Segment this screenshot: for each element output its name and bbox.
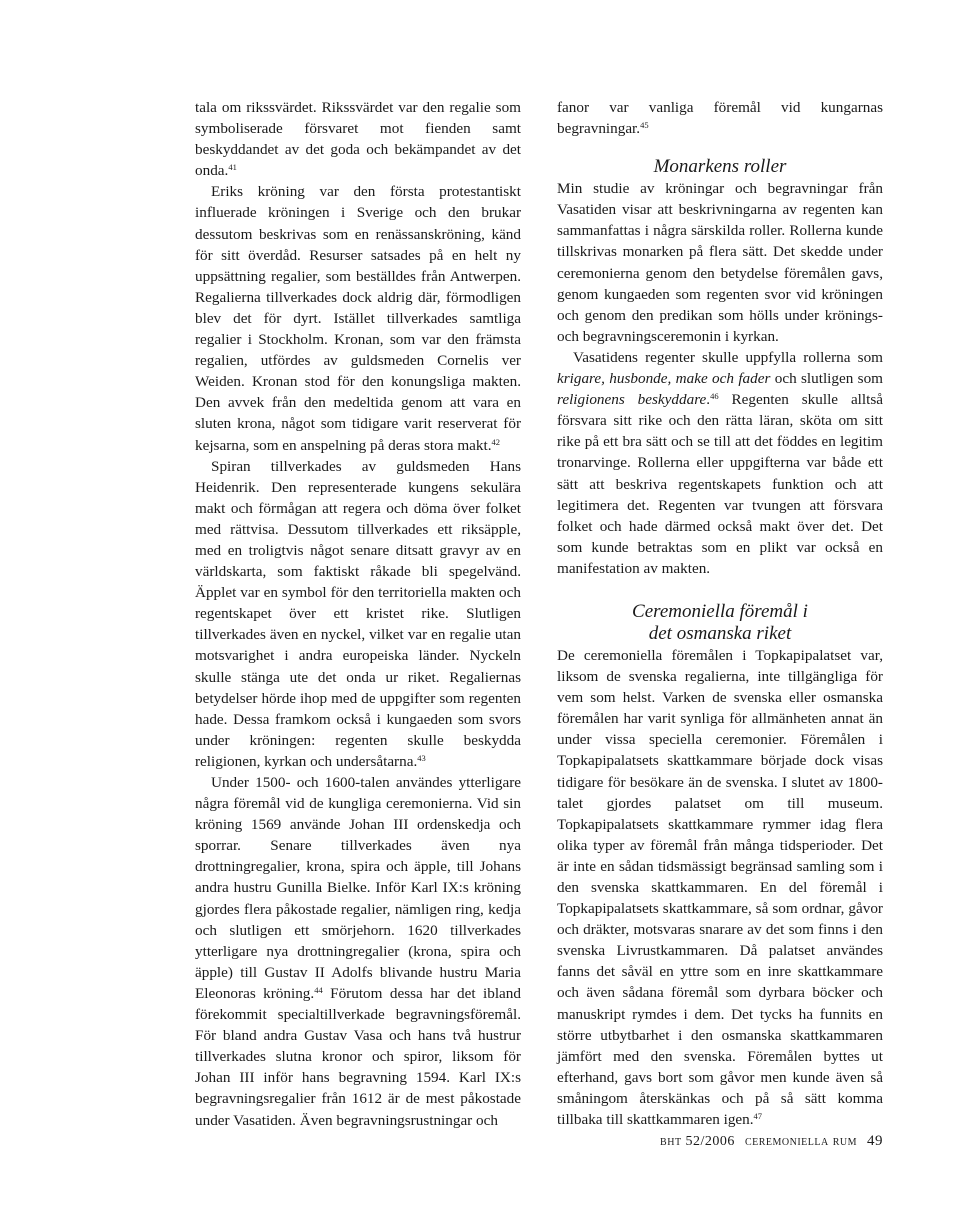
footnote-marker: 43 [417, 752, 426, 763]
paragraph-text: Vasatidens regenter skulle uppfylla rollerna som [573, 348, 883, 366]
footnote-marker: 41 [228, 162, 237, 173]
footnote-marker: 45 [640, 120, 649, 131]
paragraph-text: De ceremoniella föremålen i Topkapipalatset var, liksom de svenska regalierna, inte tillgängliga för vem som helst. Varken de svenska eller osmanska föremålen har varit synliga för allmänheten annat än under vissa speciella ceremonier. Föremålen i Topkapipalatsets skattkammare började dock visas tidigare för besökare än de svenska. I slutet av 1800-talet gjordes palatset om till museum. Topkapipalatsets skattkammare rymmer idag flera olika typer av föremål från många tidsperioder. Det är inte en sådan tidsmässigt begränsad samling som i den svenska skattkammaren. En del föremål i Topkapipalatsets skattkammare, så som ordnar, gåvor och dräkter, motsvaras snarare av det som finns i den svenska Livrustkammaren. Då palatset användes fanns det såväl en yttre som en inre skattkammare och även sådana föremål som dyrbara böcker och manuskript rymdes i dem. Det tycks ha funnits en större utbytbarhet i den osmanska skattkammaren jämfört med den svenska. Föremålen byttes ut efterhand, gavs bort som gåvor men kunde även så småningom återskänkas och på så sätt komma tillbaka till skattkammaren igen. [557, 646, 883, 1129]
footnote-marker: 44 [314, 984, 323, 995]
page-number: 49 [867, 1133, 883, 1149]
paragraph-text: tala om rikssvärdet. Rikssvärdet var den regalie som symboliserade försvaret mot fienden samt beskyddandet av det goda och bekämpandet av det onda. [195, 99, 521, 180]
right-column [557, 97, 883, 1130]
section-heading: Monarkens roller [653, 156, 787, 178]
paragraph-text: Förutom dessa har det ibland förekommit specialtillverkade begravningsföremål. För bland andra Gustav Vasa och hans två hustrur tillverkades slutna kronor och spiror, liksom för Johan III inför hans begravning 1594. Karl IX:s begravningsregalier från 1612 är de mest påkostade under Vasatiden. Även begravningsrustningar och [195, 984, 521, 1129]
footnote-marker: 42 [491, 436, 500, 447]
paragraph-text: och slutligen som [770, 370, 883, 388]
paragraph [557, 178, 883, 347]
paragraph-text: . [706, 391, 711, 409]
paragraph-text: Regenten skulle alltså försvara sitt rike och den rätta läran, sköta om sitt rike på ett bra sätt och se till att det föddes en legitim tronarvinge. Rollerna eller uppgifterna var både ett sätt att beskriva regentskapets funktion och att legitimera det. Regenten var tvungen att försvara folket och hade därmed också makt över det. Det som kunde betraktas som en plikt var också en manifestation av makten. [557, 391, 883, 577]
paragraph-text: fanor var vanliga föremål vid kungarnas begravningar. [557, 99, 883, 138]
footnote-marker: 46 [710, 391, 719, 402]
journal-label: bht 52/2006 [660, 1134, 735, 1149]
page-footer [557, 1133, 883, 1150]
emphasis-text: krigare, husbonde, make och fader [557, 370, 771, 388]
paragraph [195, 772, 521, 1131]
paragraph-text: Min studie av kröningar och begravningar från Vasatiden visar att beskrivningarna av regenten kan sammanfattas i några särskilda roller. Rollerna kunde tillskrivas monarken på flera sätt. Det skedde under ceremonierna genom den betydelse föremålen gavs, genom kungaeden som regenten svor vid kröningen och genom den predikan som hölls under krönings- och begravningsceremonin i kyrkan. [557, 180, 883, 345]
paragraph [195, 181, 521, 455]
heading-line: Ceremoniella föremål i [632, 600, 808, 622]
paragraph-text: Spiran tillverkades av guldsmeden Hans Heidenrik. Den representerade kungens sekulära makt och förmågan att regera och döma över folket med rättvisa. Dessutom tillverkades ett riksäpple, med en troligtvis något senare ditsatt gravyr av en världskarta, som faktiskt råkade bli spegelvänd. Äpplet var en symbol för den territoriella makten och regentskapet över ett kristet rike. Slutligen tillverkades även en nyckel, vilket var en regalie utan motsvarighet i andra europeiska länder. Nyckeln skulle stänga ute det onda ur riket. Regaliernas betydelser hörde ihop med de uppgifter som regenten hade. Dessa framkom också i kungaeden som svors under kröningen: regenten skulle beskydda religionen, kyrkan och undersåtarna. [195, 457, 521, 770]
footnote-marker: 47 [753, 1111, 763, 1122]
left-column [195, 97, 521, 1131]
paragraph [195, 97, 521, 181]
heading-line: det osmanska riket [648, 622, 792, 644]
paragraph-text: Eriks kröning var den första protestantiskt influerade kröningen i Sverige och den brukar dessutom beskrivas som en renässanskröning, känd för sitt överdåd. Resurser satsades på en helt ny uppsättning regalier, som beställdes från Antwerpen. Regalierna tillverkades dock aldrig där, förmodligen blev det för dyrt. Istället tillverkades samtliga regalier i Stockholm. Kronan, som var den främsta regalien, utfördes av guldsmeden Cornelis ver Weiden. Kronan stod för den konungsliga makten. Den avvek från den medeltida genom att vara en sluten krona, något som tidigare varit reserverat för kejsarna, som en anspelning på deras stora makt. [195, 183, 521, 454]
section-heading [557, 601, 883, 645]
emphasis-text: religionens beskyddare [557, 391, 707, 409]
paragraph [195, 456, 521, 772]
paragraph [557, 347, 883, 579]
paragraph [557, 97, 883, 139]
section-label: ceremoniella rum [744, 1134, 857, 1149]
paragraph [557, 645, 883, 1130]
paragraph-text: Under 1500- och 1600-talen användes ytterligare några föremål vid de kungliga ceremonierna. Vid sin kröning 1569 använde Johan III ordenskedja och sporrar. Senare tillverkades även nya drottningregalier, krona, spira och äpple, till Johans andra hustru Gunilla Bielke. Inför Karl IX:s kröning gjordes flera påkostade regalier, nämligen ring, kedja och slutligen ett smörjehorn. 1620 tillverkades ytterligare nya drottningregalier (krona, spira och äpple) till Gustav II Adolfs blivande hustru Maria Eleonoras kröning. [195, 774, 521, 1002]
